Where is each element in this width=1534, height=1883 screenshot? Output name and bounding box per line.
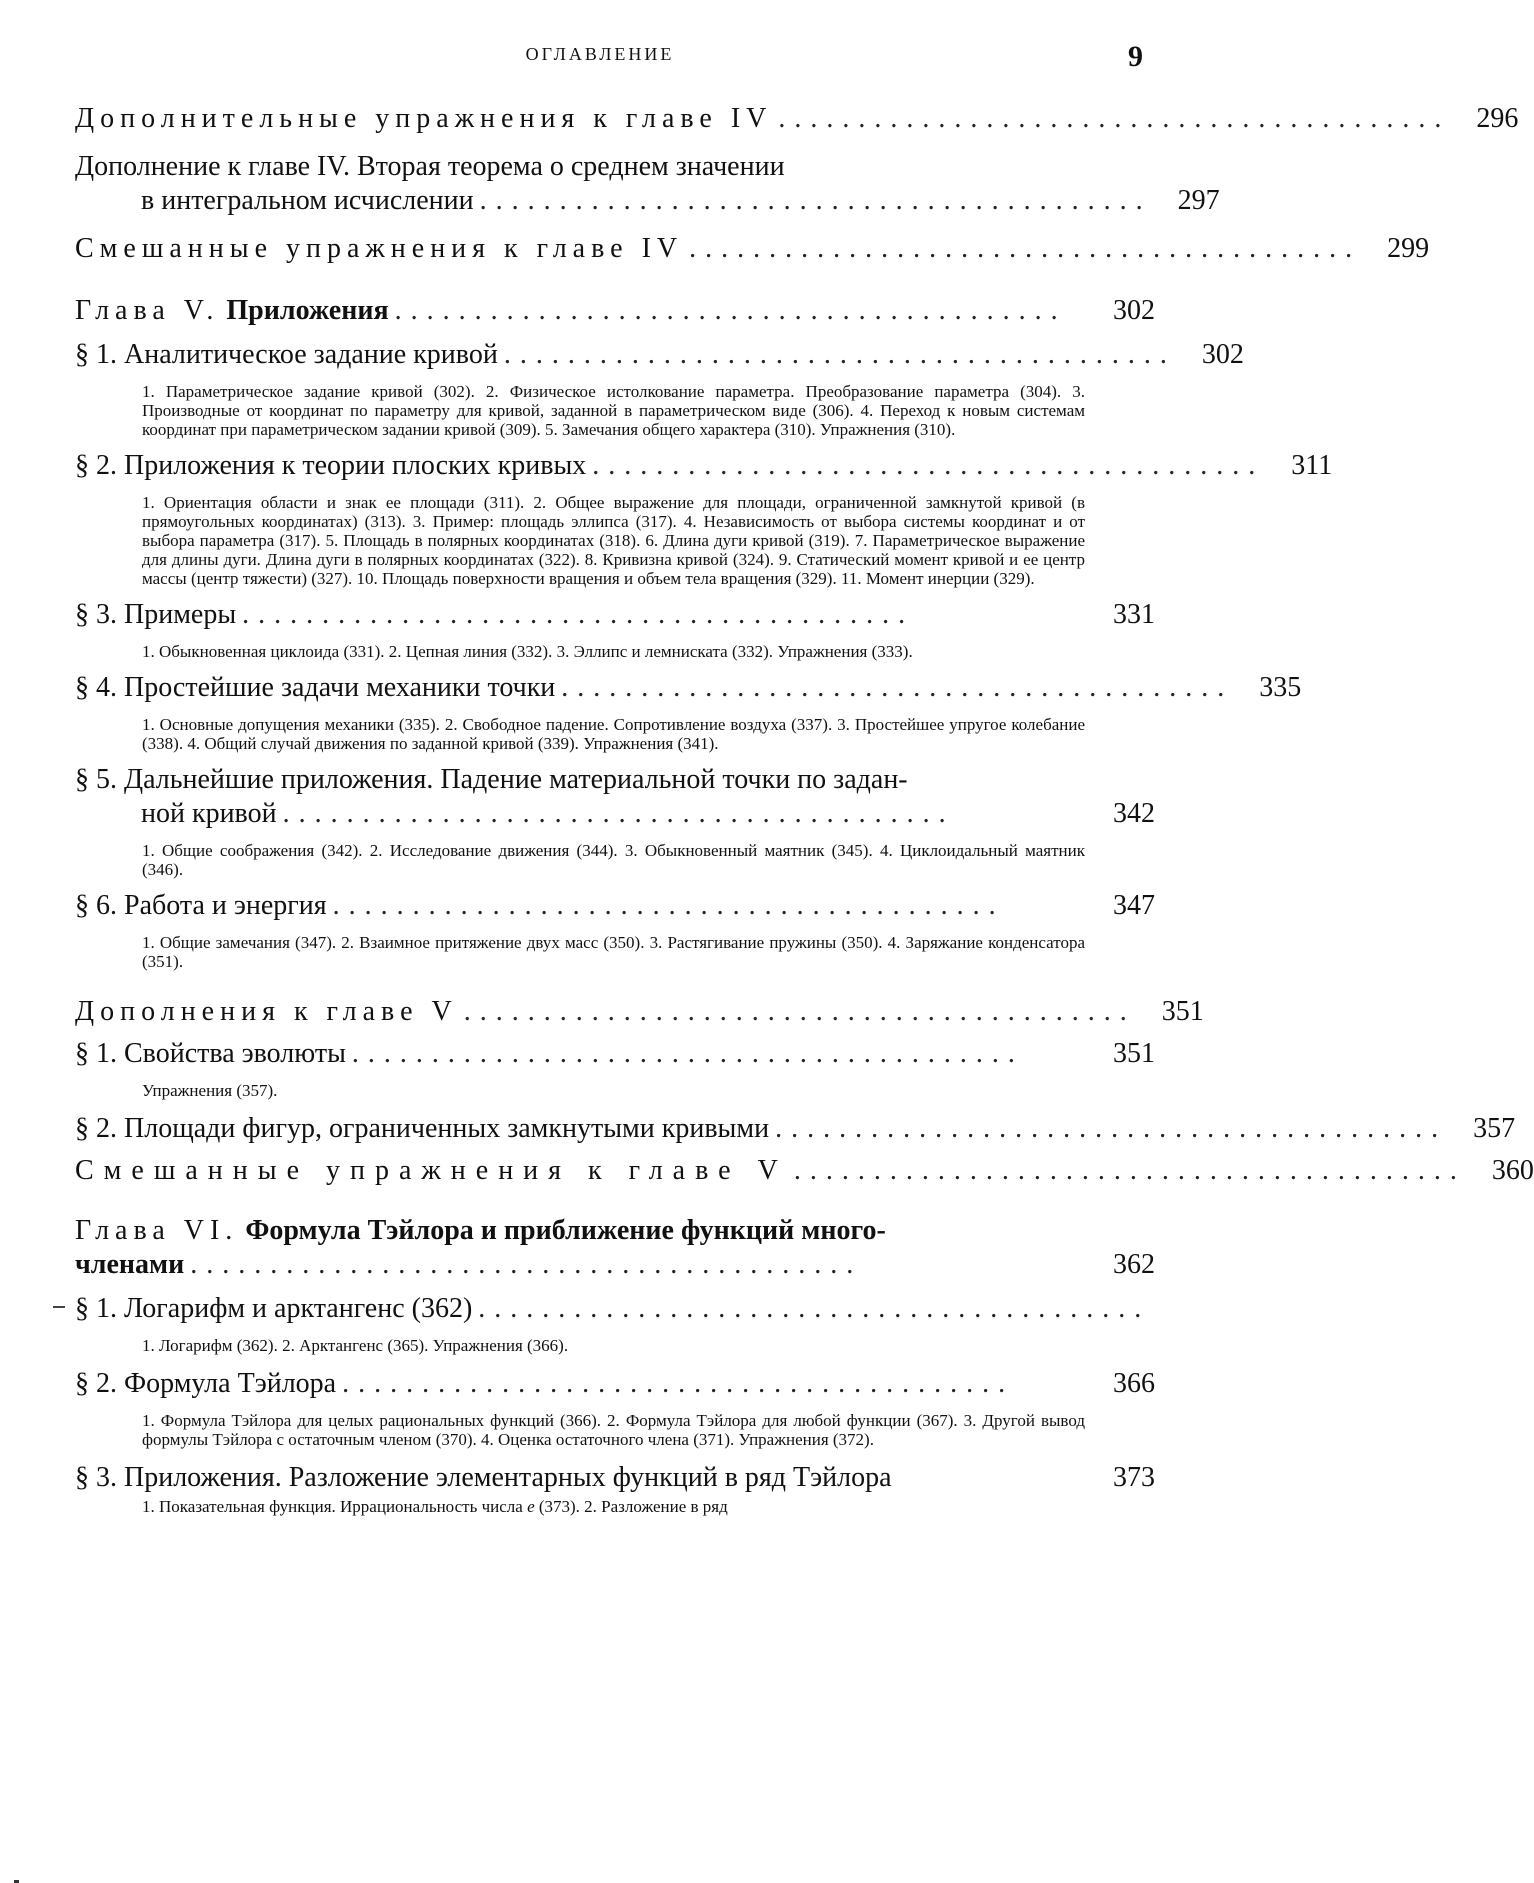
dot-leader: .......................................... [479, 185, 1152, 216]
toc-entry-section-3[interactable] [75, 598, 1155, 661]
entry-page: 302 [1201, 339, 1244, 370]
entry-page: 331 [1113, 599, 1155, 630]
entry-page: 357 [1473, 1113, 1516, 1144]
subsection-list: 1. Основные допущения механики (335). 2. Свободное падение. Сопротивление воздуха (337). 3. Простейшее упругое колебание (338). 4. Общий случай движения по заданной кривой (339). Упражнения (341). [142, 715, 1085, 753]
dot-leader: .......................................... [342, 1368, 1015, 1399]
toc-entry-areas[interactable] [75, 1112, 1516, 1146]
toc-entry-evolute[interactable] [75, 1037, 1155, 1100]
entry-title: § 1. Свойства эволюты [75, 1038, 346, 1069]
dot-leader: .......................................... [190, 1249, 863, 1280]
entry-title: § 5. Дальнейшие приложения. Падение материальной точки по задан- [75, 764, 908, 795]
entry-page: 351 [1113, 1038, 1155, 1069]
dot-leader: .......................................... [592, 450, 1265, 481]
entry-title: § 2. Площади фигур, ограниченных замкнутыми кривыми [75, 1113, 770, 1144]
entry-title: § 6. Работа и энергия [75, 890, 327, 921]
entry-page: 335 [1259, 672, 1302, 703]
entry-page: 351 [1161, 996, 1204, 1027]
running-title: ОГЛАВЛЕНИЕ [525, 44, 675, 64]
subsection-list: 1. Формула Тэйлора для целых рациональных функций (366). 2. Формула Тэйлора для любой функции (367). 3. Другой вывод формулы Тэйлора с остаточным членом (370). 4. Оценка остаточного члена (371). Упражнения (372). [142, 1411, 1085, 1449]
dot-leader: .......................................... [394, 295, 1067, 326]
entry-page: 342 [1113, 798, 1155, 829]
toc-entry-logarithm[interactable] [75, 1292, 1155, 1355]
chapter-label: Глава V. [75, 295, 220, 326]
entry-title: Смешанные упражнения к главе V [75, 1155, 788, 1186]
entry-page: 299 [1387, 233, 1430, 264]
entry-title-continued: ной кривой [141, 798, 277, 829]
entry-title: Дополнительные упражнения к главе IV [75, 103, 773, 134]
dot-leader: .......................................... [503, 339, 1176, 370]
dot-leader: .......................................... [793, 1155, 1466, 1186]
toc-entry-section-1[interactable] [75, 338, 1244, 439]
dot-leader: .......................................... [242, 599, 915, 630]
entry-page: 297 [1177, 185, 1220, 216]
dot-leader: .......................................... [478, 1293, 1151, 1324]
entry-title: § 1. Аналитическое задание кривой [75, 339, 498, 370]
subsection-list [75, 1497, 1155, 1516]
entry-title: § 4. Простейшие задачи механики точки [75, 672, 556, 703]
entry-title: Формула Тэйлора и приближение функций много- [245, 1215, 886, 1246]
entry-title-continued: членами [75, 1249, 185, 1280]
entry-title-continued: в интегральном исчислении [141, 185, 474, 216]
toc-entry-taylor-applications[interactable] [75, 1461, 1155, 1516]
toc-entry-section-4[interactable] [75, 671, 1302, 753]
subsection-list: Упражнения (357). [142, 1081, 278, 1100]
subsection-text: 1. Показательная функция. Иррациональность числа [142, 1497, 528, 1516]
subsection-list: 1. Общие соображения (342). 2. Исследование движения (344). 3. Обыкновенный маятник (345). 4. Циклоидальный маятник (346). [142, 841, 1085, 879]
toc-entry-additions-v[interactable] [75, 995, 1204, 1029]
entry-page: 373 [1113, 1462, 1155, 1493]
entry-page: 296 [1476, 103, 1519, 134]
toc-entry-chapter-v[interactable] [75, 294, 1155, 328]
toc-entry-taylor-formula[interactable] [75, 1367, 1155, 1449]
dot-leader: .......................................... [351, 1038, 1024, 1069]
entry-page: 360 [1491, 1155, 1534, 1186]
dot-leader: .......................................... [463, 996, 1136, 1027]
subsection-list: 1. Обыкновенная циклоида (331). 2. Цепная линия (332). 3. Эллипс и лемниската (332). Упражнения (333). [142, 642, 913, 661]
page-number: 9 [1128, 40, 1143, 73]
dot-leader: .......................................... [282, 798, 955, 829]
toc-entry-chapter-vi[interactable] [75, 1214, 1155, 1282]
dot-leader: .......................................... [332, 890, 1005, 921]
entry-title: Приложения [226, 295, 389, 326]
entry-page: 347 [1113, 890, 1155, 921]
entry-title: § 1. Логарифм и арктангенс (362) [75, 1293, 473, 1324]
toc-entry-addendum-iv[interactable] [75, 150, 1220, 218]
subsection-list: 1. Логарифм (362). 2. Арктангенс (365). Упражнения (366). [142, 1336, 569, 1355]
dot-leader: .......................................... [775, 1113, 1448, 1144]
entry-title: Смешанные упражнения к главе IV [75, 233, 684, 264]
subsection-list: 1. Параметрическое задание кривой (302). 2. Физическое истолкование параметра. Преобразование параметра (304). 3. Производные от координат по параметру для кривой, заданной в параметрическом виде (306). 4. Переход к новым системам координат при параметрическом задании кривой (309). 5. Замечания общего характера (310). Упражнения (310). [142, 382, 1085, 439]
toc-entry-section-6[interactable] [75, 889, 1155, 971]
subsection-list: 1. Общие замечания (347). 2. Взаимное притяжение двух масс (350). 3. Растягивание пружины (350). 4. Заряжание конденсатора (351). [142, 933, 1085, 971]
entry-title: Дополнения к главе V [75, 996, 458, 1027]
table-of-contents [75, 102, 1534, 1516]
dot-leader: .......................................... [689, 233, 1362, 264]
toc-entry-section-5[interactable] [75, 763, 1155, 879]
entry-title: § 3. Приложения. Разложение элементарных функций в ряд Тэйлора [75, 1462, 892, 1493]
entry-page: 311 [1291, 450, 1333, 481]
subsection-text-end: (373). 2. Разложение в ряд [534, 1497, 728, 1516]
entry-title: § 2. Формула Тэйлора [75, 1368, 337, 1399]
variable-e: e [527, 1497, 535, 1516]
entry-title: § 2. Приложения к теории плоских кривых [75, 450, 587, 481]
chapter-label: Глава VI. [75, 1215, 239, 1246]
toc-entry-supplementary-exercises-iv[interactable] [75, 102, 1519, 136]
toc-entry-mixed-exercises-v[interactable] [75, 1154, 1534, 1188]
entry-page: 362 [1113, 1249, 1155, 1280]
toc-entry-mixed-exercises-iv[interactable] [75, 232, 1430, 266]
margin-mark [53, 1306, 65, 1308]
dot-leader: .......................................... [778, 103, 1451, 134]
entry-title: § 3. Примеры [75, 599, 237, 630]
subsection-list: 1. Ориентация области и знак ее площади (311). 2. Общее выражение для площади, ограниченной замкнутой кривой (в прямоугольных координатах) (313). 3. Пример: площадь эллипса (317). 4. Независимость от выбора системы координат и от выбора параметра (317). 5. Площадь в полярных координатах (318). 6. Длина дуги кривой (319). 7. Параметрическое выражение для длины дуги. Длина дуги в полярных координатах (322). 8. Кривизна кривой (324). 9. Статический момент кривой и ее центр массы (центр тяжести) (327). 10. Площадь поверхности вращения и объем тела вращения (329). 11. Момент инерции (329). [142, 493, 1085, 588]
entry-title: Дополнение к главе IV. Вторая теорема о среднем значении [75, 151, 785, 182]
entry-page: 366 [1113, 1368, 1155, 1399]
toc-entry-section-2[interactable] [75, 449, 1333, 588]
entry-page: 302 [1113, 295, 1155, 326]
page-header [0, 40, 1200, 80]
dot-leader: .......................................... [561, 672, 1234, 703]
